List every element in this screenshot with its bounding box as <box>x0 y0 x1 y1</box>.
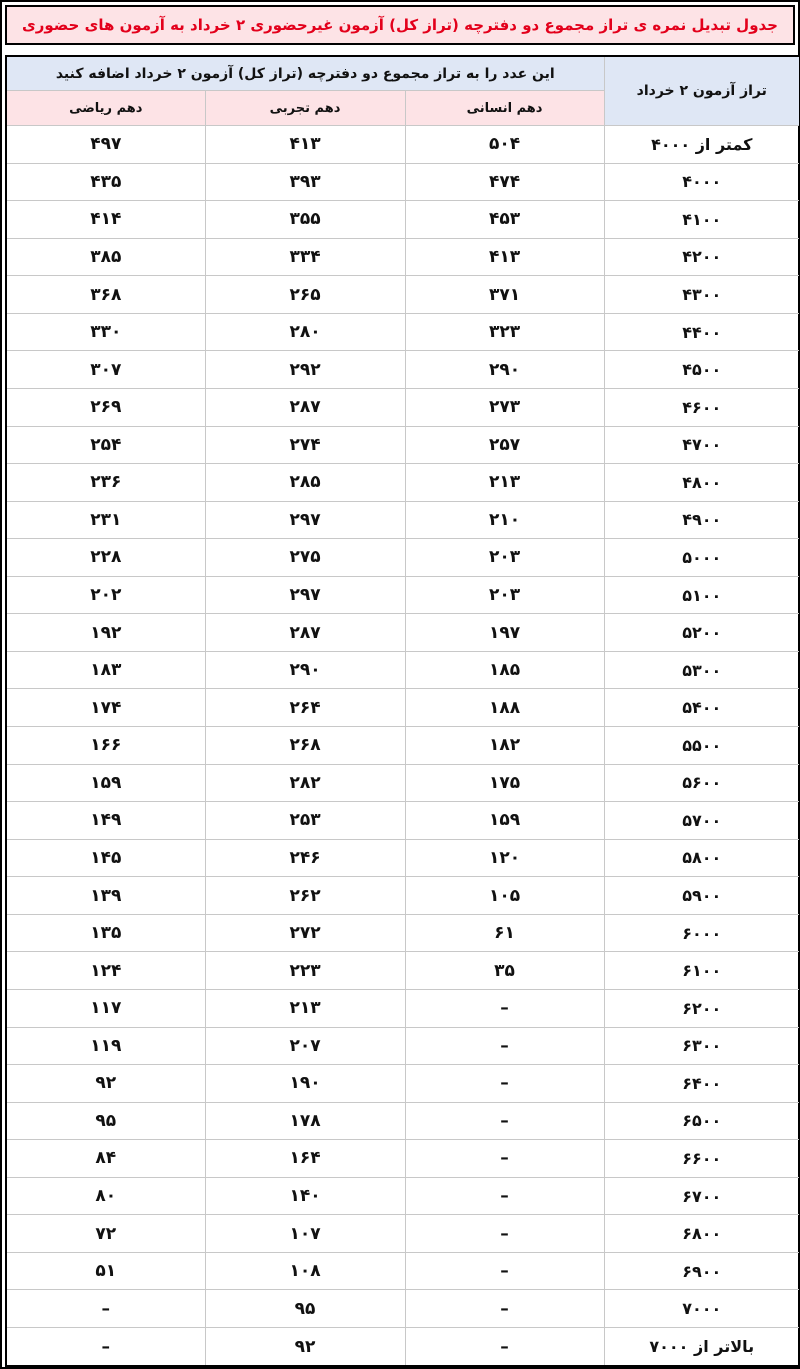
cell-riazi: ۲۰۲ <box>6 576 205 614</box>
row-score: ۵۹۰۰ <box>604 877 800 915</box>
cell-ensani: ۱۸۸ <box>405 689 604 727</box>
page-title: جدول تبدیل نمره ی تراز مجموع دو دفترچه (تراز کل) آزمون غیرحضوری ۲ خرداد به آزمون های حضوری <box>21 16 778 34</box>
cell-tajrobi: ۱۹۰ <box>205 1065 405 1103</box>
cell-ensani: – <box>405 1252 604 1290</box>
cell-ensani: ۴۱۳ <box>405 238 604 276</box>
cell-tajrobi: ۴۱۳ <box>205 126 405 164</box>
cell-riazi: ۳۰۷ <box>6 351 205 389</box>
cell-ensani: ۲۰۳ <box>405 539 604 577</box>
cell-riazi: ۲۲۸ <box>6 539 205 577</box>
cell-ensani: ۲۵۷ <box>405 426 604 464</box>
row-score: ۵۶۰۰ <box>604 764 800 802</box>
table-row <box>6 276 800 314</box>
cell-riazi: ۳۳۰ <box>6 313 205 351</box>
table-row <box>6 1027 800 1065</box>
row-score: ۶۴۰۰ <box>604 1065 800 1103</box>
table-row <box>6 1215 800 1253</box>
table-row <box>6 163 800 201</box>
row-score: ۶۹۰۰ <box>604 1252 800 1290</box>
table-row <box>6 201 800 239</box>
cell-tajrobi: ۲۸۵ <box>205 464 405 502</box>
cell-tajrobi: ۲۹۲ <box>205 351 405 389</box>
cell-tajrobi: ۲۰۷ <box>205 1027 405 1065</box>
row-score: ۴۳۰۰ <box>604 276 800 314</box>
table-row <box>6 1252 800 1290</box>
cell-riazi: ۷۲ <box>6 1215 205 1253</box>
cell-tajrobi: ۳۹۳ <box>205 163 405 201</box>
row-score: ۷۰۰۰ <box>604 1290 800 1328</box>
row-score: ۴۲۰۰ <box>604 238 800 276</box>
cell-riazi: ۸۰ <box>6 1177 205 1215</box>
cell-tajrobi: ۲۷۵ <box>205 539 405 577</box>
table-row <box>6 539 800 577</box>
cell-tajrobi: ۹۲ <box>205 1328 405 1367</box>
cell-riazi: ۱۷۴ <box>6 689 205 727</box>
cell-tajrobi: ۱۰۸ <box>205 1252 405 1290</box>
table-row <box>6 1140 800 1178</box>
cell-riazi: ۱۳۹ <box>6 877 205 915</box>
row-score: ۵۷۰۰ <box>604 802 800 840</box>
cell-ensani: ۲۱۰ <box>405 501 604 539</box>
cell-riazi: ۲۶۹ <box>6 388 205 426</box>
cell-riazi: ۴۱۴ <box>6 201 205 239</box>
cell-ensani: ۴۵۳ <box>405 201 604 239</box>
table-row <box>6 989 800 1027</box>
cell-ensani: ۱۰۵ <box>405 877 604 915</box>
cell-tajrobi: ۲۱۳ <box>205 989 405 1027</box>
cell-riazi: ۱۴۵ <box>6 839 205 877</box>
cell-riazi: ۲۳۱ <box>6 501 205 539</box>
cell-riazi: ۱۵۹ <box>6 764 205 802</box>
cell-ensani: ۱۵۹ <box>405 802 604 840</box>
table-row <box>6 802 800 840</box>
table-row <box>6 651 800 689</box>
cell-ensani: – <box>405 1328 604 1367</box>
table-row <box>6 689 800 727</box>
table-row <box>6 1065 800 1103</box>
table-row <box>6 313 800 351</box>
table-row <box>6 126 800 164</box>
table-row <box>6 576 800 614</box>
table-body <box>6 126 800 1367</box>
cell-riazi: ۵۱ <box>6 1252 205 1290</box>
cell-riazi: ۸۴ <box>6 1140 205 1178</box>
row-score: ۴۰۰۰ <box>604 163 800 201</box>
row-score: ۵۱۰۰ <box>604 576 800 614</box>
row-score: ۴۷۰۰ <box>604 426 800 464</box>
cell-ensani: – <box>405 1290 604 1328</box>
table-row <box>6 426 800 464</box>
cell-ensani: ۱۷۵ <box>405 764 604 802</box>
cell-tajrobi: ۲۴۶ <box>205 839 405 877</box>
cell-riazi: ۹۲ <box>6 1065 205 1103</box>
header-tajrobi: دهم تجربی <box>205 91 405 126</box>
table-row <box>6 914 800 952</box>
table-row <box>6 1328 800 1367</box>
cell-riazi: ۱۹۲ <box>6 614 205 652</box>
row-score: کمتر از ۴۰۰۰ <box>604 126 800 164</box>
cell-tajrobi: ۱۶۴ <box>205 1140 405 1178</box>
cell-tajrobi: ۳۳۴ <box>205 238 405 276</box>
cell-ensani: ۶۱ <box>405 914 604 952</box>
table-row <box>6 614 800 652</box>
cell-tajrobi: ۲۶۸ <box>205 727 405 765</box>
row-score: ۵۳۰۰ <box>604 651 800 689</box>
row-score: ۴۶۰۰ <box>604 388 800 426</box>
cell-riazi: ۲۳۶ <box>6 464 205 502</box>
row-score: ۴۹۰۰ <box>604 501 800 539</box>
cell-ensani: ۳۲۳ <box>405 313 604 351</box>
cell-tajrobi: ۱۰۷ <box>205 1215 405 1253</box>
cell-ensani: ۲۹۰ <box>405 351 604 389</box>
row-score: ۶۰۰۰ <box>604 914 800 952</box>
cell-ensani: – <box>405 1177 604 1215</box>
header-ensani: دهم انسانی <box>405 91 604 126</box>
cell-ensani: ۱۲۰ <box>405 839 604 877</box>
cell-tajrobi: ۲۶۴ <box>205 689 405 727</box>
cell-riazi: ۱۴۹ <box>6 802 205 840</box>
cell-ensani: ۴۷۴ <box>405 163 604 201</box>
table-row <box>6 464 800 502</box>
table-row <box>6 1290 800 1328</box>
row-score: ۵۸۰۰ <box>604 839 800 877</box>
cell-tajrobi: ۹۵ <box>205 1290 405 1328</box>
cell-ensani: – <box>405 1065 604 1103</box>
cell-ensani: ۳۵ <box>405 952 604 990</box>
row-score: ۵۲۰۰ <box>604 614 800 652</box>
cell-tajrobi: ۱۷۸ <box>205 1102 405 1140</box>
row-score: بالاتر از ۷۰۰۰ <box>604 1328 800 1367</box>
row-score: ۶۲۰۰ <box>604 989 800 1027</box>
cell-ensani: – <box>405 989 604 1027</box>
cell-riazi: – <box>6 1290 205 1328</box>
cell-riazi: – <box>6 1328 205 1367</box>
cell-riazi: ۲۵۴ <box>6 426 205 464</box>
cell-tajrobi: ۲۹۰ <box>205 651 405 689</box>
row-score: ۶۶۰۰ <box>604 1140 800 1178</box>
row-score: ۴۱۰۰ <box>604 201 800 239</box>
cell-tajrobi: ۲۸۰ <box>205 313 405 351</box>
cell-ensani: ۲۰۳ <box>405 576 604 614</box>
cell-riazi: ۱۱۹ <box>6 1027 205 1065</box>
cell-tajrobi: ۲۸۲ <box>205 764 405 802</box>
header-riazi: دهم ریاضی <box>6 91 205 126</box>
cell-ensani: ۱۸۵ <box>405 651 604 689</box>
row-score: ۵۰۰۰ <box>604 539 800 577</box>
table-row <box>6 727 800 765</box>
table-row <box>6 952 800 990</box>
cell-riazi: ۱۳۵ <box>6 914 205 952</box>
cell-tajrobi: ۲۶۵ <box>205 276 405 314</box>
table-row <box>6 238 800 276</box>
cell-riazi: ۴۹۷ <box>6 126 205 164</box>
cell-riazi: ۱۸۳ <box>6 651 205 689</box>
cell-riazi: ۳۶۸ <box>6 276 205 314</box>
cell-tajrobi: ۲۸۷ <box>205 388 405 426</box>
table-row <box>6 388 800 426</box>
cell-ensani: ۱۸۲ <box>405 727 604 765</box>
cell-riazi: ۱۲۴ <box>6 952 205 990</box>
cell-riazi: ۹۵ <box>6 1102 205 1140</box>
title-bar <box>5 5 795 45</box>
cell-riazi: ۱۱۷ <box>6 989 205 1027</box>
row-score: ۵۵۰۰ <box>604 727 800 765</box>
cell-ensani: – <box>405 1027 604 1065</box>
cell-tajrobi: ۲۷۴ <box>205 426 405 464</box>
row-score: ۶۱۰۰ <box>604 952 800 990</box>
cell-riazi: ۳۸۵ <box>6 238 205 276</box>
row-score: ۵۴۰۰ <box>604 689 800 727</box>
row-score: ۶۸۰۰ <box>604 1215 800 1253</box>
cell-ensani: ۲۷۳ <box>405 388 604 426</box>
row-score: ۶۵۰۰ <box>604 1102 800 1140</box>
cell-tajrobi: ۲۹۷ <box>205 501 405 539</box>
cell-tajrobi: ۲۶۲ <box>205 877 405 915</box>
cell-ensani: ۵۰۴ <box>405 126 604 164</box>
cell-ensani: – <box>405 1215 604 1253</box>
table-row <box>6 839 800 877</box>
header-group: این عدد را به تراز مجموع دو دفترچه (تراز کل) آزمون ۲ خرداد اضافه کنید <box>6 56 604 91</box>
cell-ensani: ۲۱۳ <box>405 464 604 502</box>
row-score: ۴۴۰۰ <box>604 313 800 351</box>
table-row <box>6 764 800 802</box>
table-row <box>6 501 800 539</box>
row-score: ۴۵۰۰ <box>604 351 800 389</box>
table-row <box>6 1102 800 1140</box>
header-first-col: تراز آزمون ۲ خرداد <box>604 56 800 126</box>
cell-tajrobi: ۲۵۳ <box>205 802 405 840</box>
cell-tajrobi: ۲۷۲ <box>205 914 405 952</box>
table-row <box>6 1177 800 1215</box>
cell-ensani: – <box>405 1102 604 1140</box>
row-score: ۶۳۰۰ <box>604 1027 800 1065</box>
table-row <box>6 351 800 389</box>
conversion-table <box>5 55 800 1367</box>
table-row <box>6 877 800 915</box>
cell-ensani: ۱۹۷ <box>405 614 604 652</box>
cell-tajrobi: ۲۸۷ <box>205 614 405 652</box>
cell-ensani: ۳۷۱ <box>405 276 604 314</box>
cell-tajrobi: ۲۹۷ <box>205 576 405 614</box>
cell-ensani: – <box>405 1140 604 1178</box>
cell-tajrobi: ۳۵۵ <box>205 201 405 239</box>
cell-tajrobi: ۱۴۰ <box>205 1177 405 1215</box>
row-score: ۶۷۰۰ <box>604 1177 800 1215</box>
cell-tajrobi: ۲۲۳ <box>205 952 405 990</box>
row-score: ۴۸۰۰ <box>604 464 800 502</box>
cell-riazi: ۱۶۶ <box>6 727 205 765</box>
cell-riazi: ۴۳۵ <box>6 163 205 201</box>
